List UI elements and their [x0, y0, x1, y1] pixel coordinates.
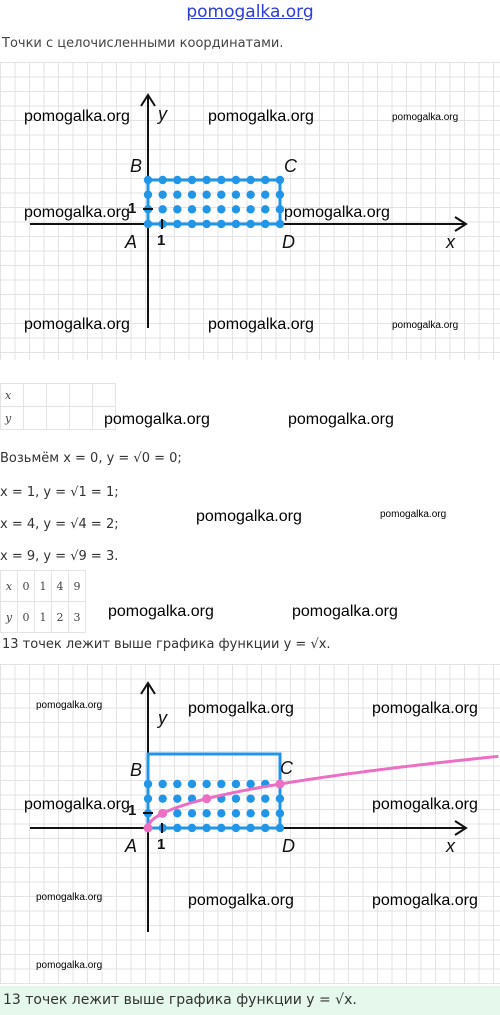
label-b: B [130, 760, 143, 780]
table-cell [24, 407, 47, 430]
equation-line: x = 9, y = √9 = 3. [0, 549, 119, 564]
watermark: pomogalka.org [372, 892, 478, 909]
table-cell [70, 407, 93, 430]
table-cell: 0 [18, 602, 35, 633]
watermark: pomogalka.org [188, 700, 294, 717]
lattice-point [276, 794, 284, 802]
lattice-point [261, 809, 269, 817]
lattice-point [144, 780, 152, 788]
lattice-point [246, 794, 254, 802]
curve-point [144, 824, 153, 833]
lattice-point [202, 780, 210, 788]
table-cell: 4 [52, 571, 69, 602]
lattice-point [217, 190, 225, 198]
lattice-point [158, 176, 166, 184]
lattice-point [188, 190, 196, 198]
table-row-y [1, 602, 86, 633]
empty-xy-table [0, 383, 116, 430]
curve-point [202, 794, 211, 803]
watermark: pomogalka.org [188, 892, 294, 909]
lattice-point [158, 190, 166, 198]
watermark: pomogalka.org [292, 603, 398, 620]
table-cell [70, 384, 93, 407]
table-cell [93, 384, 116, 407]
watermark: pomogalka.org [104, 411, 210, 428]
answer-highlight [0, 986, 500, 1015]
lattice-point [173, 190, 181, 198]
watermark: pomogalka.org [36, 892, 103, 903]
sqrt-curve [148, 756, 498, 828]
label-a: A [125, 232, 138, 252]
watermark: pomogalka.org [108, 603, 214, 620]
equation-line: x = 1, y = √1 = 1; [0, 485, 119, 500]
table-cell: y [1, 407, 24, 430]
lattice-point [144, 190, 152, 198]
label-d: D [282, 232, 295, 252]
rectangle-abcd [148, 754, 280, 828]
lattice-point [232, 176, 240, 184]
table-cell: 3 [69, 602, 86, 633]
lattice-point [261, 205, 269, 213]
lattice-point [246, 176, 254, 184]
table-row-x [1, 571, 86, 602]
watermark: pomogalka.org [380, 509, 447, 520]
watermark: pomogalka.org [24, 316, 130, 333]
graph-1-panel [0, 62, 500, 360]
lattice-point [188, 220, 196, 228]
label-a: A [125, 836, 138, 856]
table-cell: 1 [35, 602, 52, 633]
lattice-points [144, 176, 284, 228]
label-c: C [284, 156, 297, 176]
table-cell [24, 384, 47, 407]
label-b: B [130, 156, 143, 176]
watermark: pomogalka.org [392, 320, 459, 331]
watermark: pomogalka.org [36, 700, 103, 711]
lattice-point [173, 205, 181, 213]
lattice-point [173, 794, 181, 802]
watermark: pomogalka.org [24, 108, 130, 125]
lattice-point [202, 809, 210, 817]
lattice-point [232, 794, 240, 802]
lattice-point [232, 190, 240, 198]
lattice-point [261, 794, 269, 802]
lattice-point [246, 220, 254, 228]
lattice-point [217, 220, 225, 228]
table-cell: 1 [35, 571, 52, 602]
lattice-point [232, 824, 240, 832]
lattice-point [261, 176, 269, 184]
rectangle-abcd [148, 180, 280, 224]
lattice-point [246, 205, 254, 213]
watermark: pomogalka.org [392, 112, 459, 123]
label-c: C [280, 758, 293, 778]
table-row [1, 407, 116, 430]
lattice-point [276, 205, 284, 213]
lattice-point [217, 824, 225, 832]
lattice-point [144, 220, 152, 228]
lattice-point [188, 809, 196, 817]
lattice-point [261, 190, 269, 198]
tick-label-x: 1 [157, 232, 166, 249]
table-cell: 2 [52, 602, 69, 633]
lattice-point [158, 205, 166, 213]
lattice-point [173, 176, 181, 184]
lattice-point [188, 176, 196, 184]
intro-text: Точки с целочисленными координатами. [2, 36, 284, 51]
lattice-point [202, 824, 210, 832]
tick-label-y: 1 [128, 200, 137, 217]
lattice-point [188, 780, 196, 788]
table-row [1, 384, 116, 407]
lattice-point [188, 824, 196, 832]
lattice-point [276, 824, 284, 832]
table-header-x: x [1, 571, 18, 602]
lattice-point [232, 205, 240, 213]
lattice-point [232, 220, 240, 228]
lattice-point [276, 220, 284, 228]
table-cell [47, 407, 70, 430]
tick-label-y: 1 [128, 802, 137, 819]
lattice-point [232, 780, 240, 788]
answer-text-highlight: 13 точек лежит выше графика функции y = √x. [3, 992, 357, 1008]
watermark: pomogalka.org [288, 411, 394, 428]
lattice-point [276, 809, 284, 817]
table-cell: 0 [18, 571, 35, 602]
lattice-point [173, 780, 181, 788]
watermark: pomogalka.org [372, 700, 478, 717]
lattice-point [232, 809, 240, 817]
lattice-point [261, 824, 269, 832]
lattice-point [158, 780, 166, 788]
graph-2-panel [0, 664, 500, 984]
lattice-point [158, 794, 166, 802]
curve-point [275, 780, 284, 789]
site-title-link[interactable]: pomogalka.org [186, 2, 314, 22]
lattice-point [202, 205, 210, 213]
lattice-point [261, 220, 269, 228]
curve-point [158, 809, 167, 818]
lattice-point [217, 809, 225, 817]
equation-line: Возьмём x = 0, y = √0 = 0; [0, 451, 182, 466]
lattice-point [217, 205, 225, 213]
watermark: pomogalka.org [284, 204, 390, 221]
equation-line: x = 4, y = √4 = 2; [0, 517, 119, 532]
tick-label-x: 1 [157, 836, 166, 853]
label-x-axis: x [446, 232, 455, 252]
lattice-point [202, 220, 210, 228]
table-cell: 9 [69, 571, 86, 602]
lattice-point [173, 220, 181, 228]
label-y-axis: y [158, 104, 167, 124]
lattice-point [246, 824, 254, 832]
lattice-point [173, 809, 181, 817]
lattice-point [202, 190, 210, 198]
lattice-point [276, 176, 284, 184]
lattice-point [188, 205, 196, 213]
table-cell: x [1, 384, 24, 407]
table-cell [47, 384, 70, 407]
answer-text: 13 точек лежит выше графика функции y = √x. [2, 637, 331, 652]
watermark: pomogalka.org [196, 508, 302, 525]
lattice-point [246, 809, 254, 817]
watermark: pomogalka.org [24, 204, 130, 221]
lattice-point [246, 780, 254, 788]
lattice-point [202, 176, 210, 184]
label-x-axis: x [446, 836, 455, 856]
lattice-point [217, 176, 225, 184]
lattice-point [276, 190, 284, 198]
watermark: pomogalka.org [36, 960, 103, 971]
watermark: pomogalka.org [208, 108, 314, 125]
watermark: pomogalka.org [24, 796, 130, 813]
lattice-point [144, 794, 152, 802]
lattice-point [144, 176, 152, 184]
label-d: D [282, 836, 295, 856]
watermark: pomogalka.org [372, 796, 478, 813]
lattice-point [217, 780, 225, 788]
value-table [0, 570, 86, 633]
watermark: pomogalka.org [208, 316, 314, 333]
lattice-point [173, 824, 181, 832]
lattice-point [246, 190, 254, 198]
table-header-y: y [1, 602, 18, 633]
label-y-axis: y [158, 708, 167, 728]
